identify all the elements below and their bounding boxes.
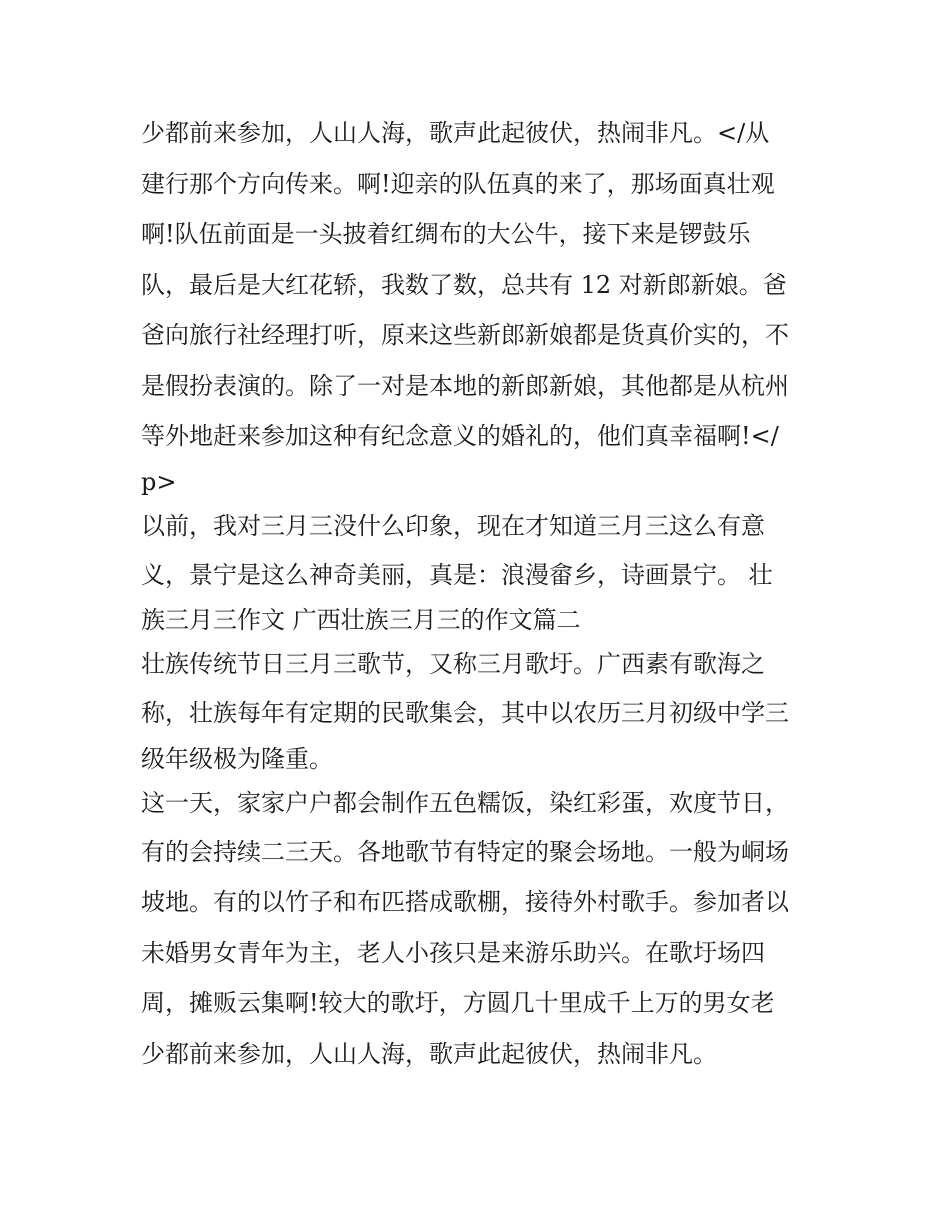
- text-line: 有的会持续二三天。各地歌节有特定的聚会场地。一般为峒场: [141, 837, 789, 866]
- text-line: 级年级极为隆重。: [141, 744, 333, 773]
- text-line: 爸向旅行社经理打听，原来这些新郎新娘都是货真价实的，不: [141, 321, 789, 349]
- section-heading-line: 族三月三作文 广西壮族三月三的作文篇二: [141, 606, 581, 634]
- text-line: 啊!队伍前面是一头披着红绸布的大公牛，接下来是锣鼓乐: [141, 220, 751, 248]
- text-line: 周，摊贩云集啊!较大的歌圩，方圆几十里成千上万的男女老: [141, 989, 775, 1017]
- text-line: 这一天，家家户户都会制作五色糯饭，染红彩蛋，欢度节日，: [141, 788, 789, 817]
- text-line: 少都前来参加，人山人海，歌声此起彼伏，热闹非凡。</从: [141, 119, 770, 147]
- text-line: p>: [141, 467, 177, 496]
- text-line: 队，最后是大红花轿，我数了数，总共有 12 对新郎新娘。爸: [141, 270, 787, 299]
- article-body: [141, 108, 821, 1079]
- text-line: 少都前来参加，人山人海，歌声此起彼伏，热闹非凡。: [141, 1039, 717, 1068]
- text-line: 未婚男女青年为主，老人小孩只是来游乐助兴。在歌圩场四: [141, 938, 765, 967]
- text-line: 坡地。有的以竹子和布匹搭成歌棚，接待外村歌手。参加者以: [141, 888, 789, 916]
- text-line: 是假扮表演的。除了一对是本地的新郎新娘，其他都是从杭州: [141, 371, 789, 400]
- text-line: 以前，我对三月三没什么印象，现在才知道三月三这么有意: [141, 511, 765, 540]
- text-line: 称，壮族每年有定期的民歌集会，其中以农历三月初级中学三: [141, 699, 789, 727]
- text-line: 义，景宁是这么神奇美丽，真是：浪漫畲乡，诗画景宁。 壮: [141, 560, 773, 589]
- text-line: 建行那个方向传来。啊!迎亲的队伍真的来了，那场面真壮观: [141, 169, 775, 198]
- text-line: 等外地赶来参加这种有纪念意义的婚礼的，他们真幸福啊!</: [141, 422, 779, 450]
- text-line: 壮族传统节日三月三歌节，又称三月歌圩。广西素有歌海之: [141, 650, 765, 678]
